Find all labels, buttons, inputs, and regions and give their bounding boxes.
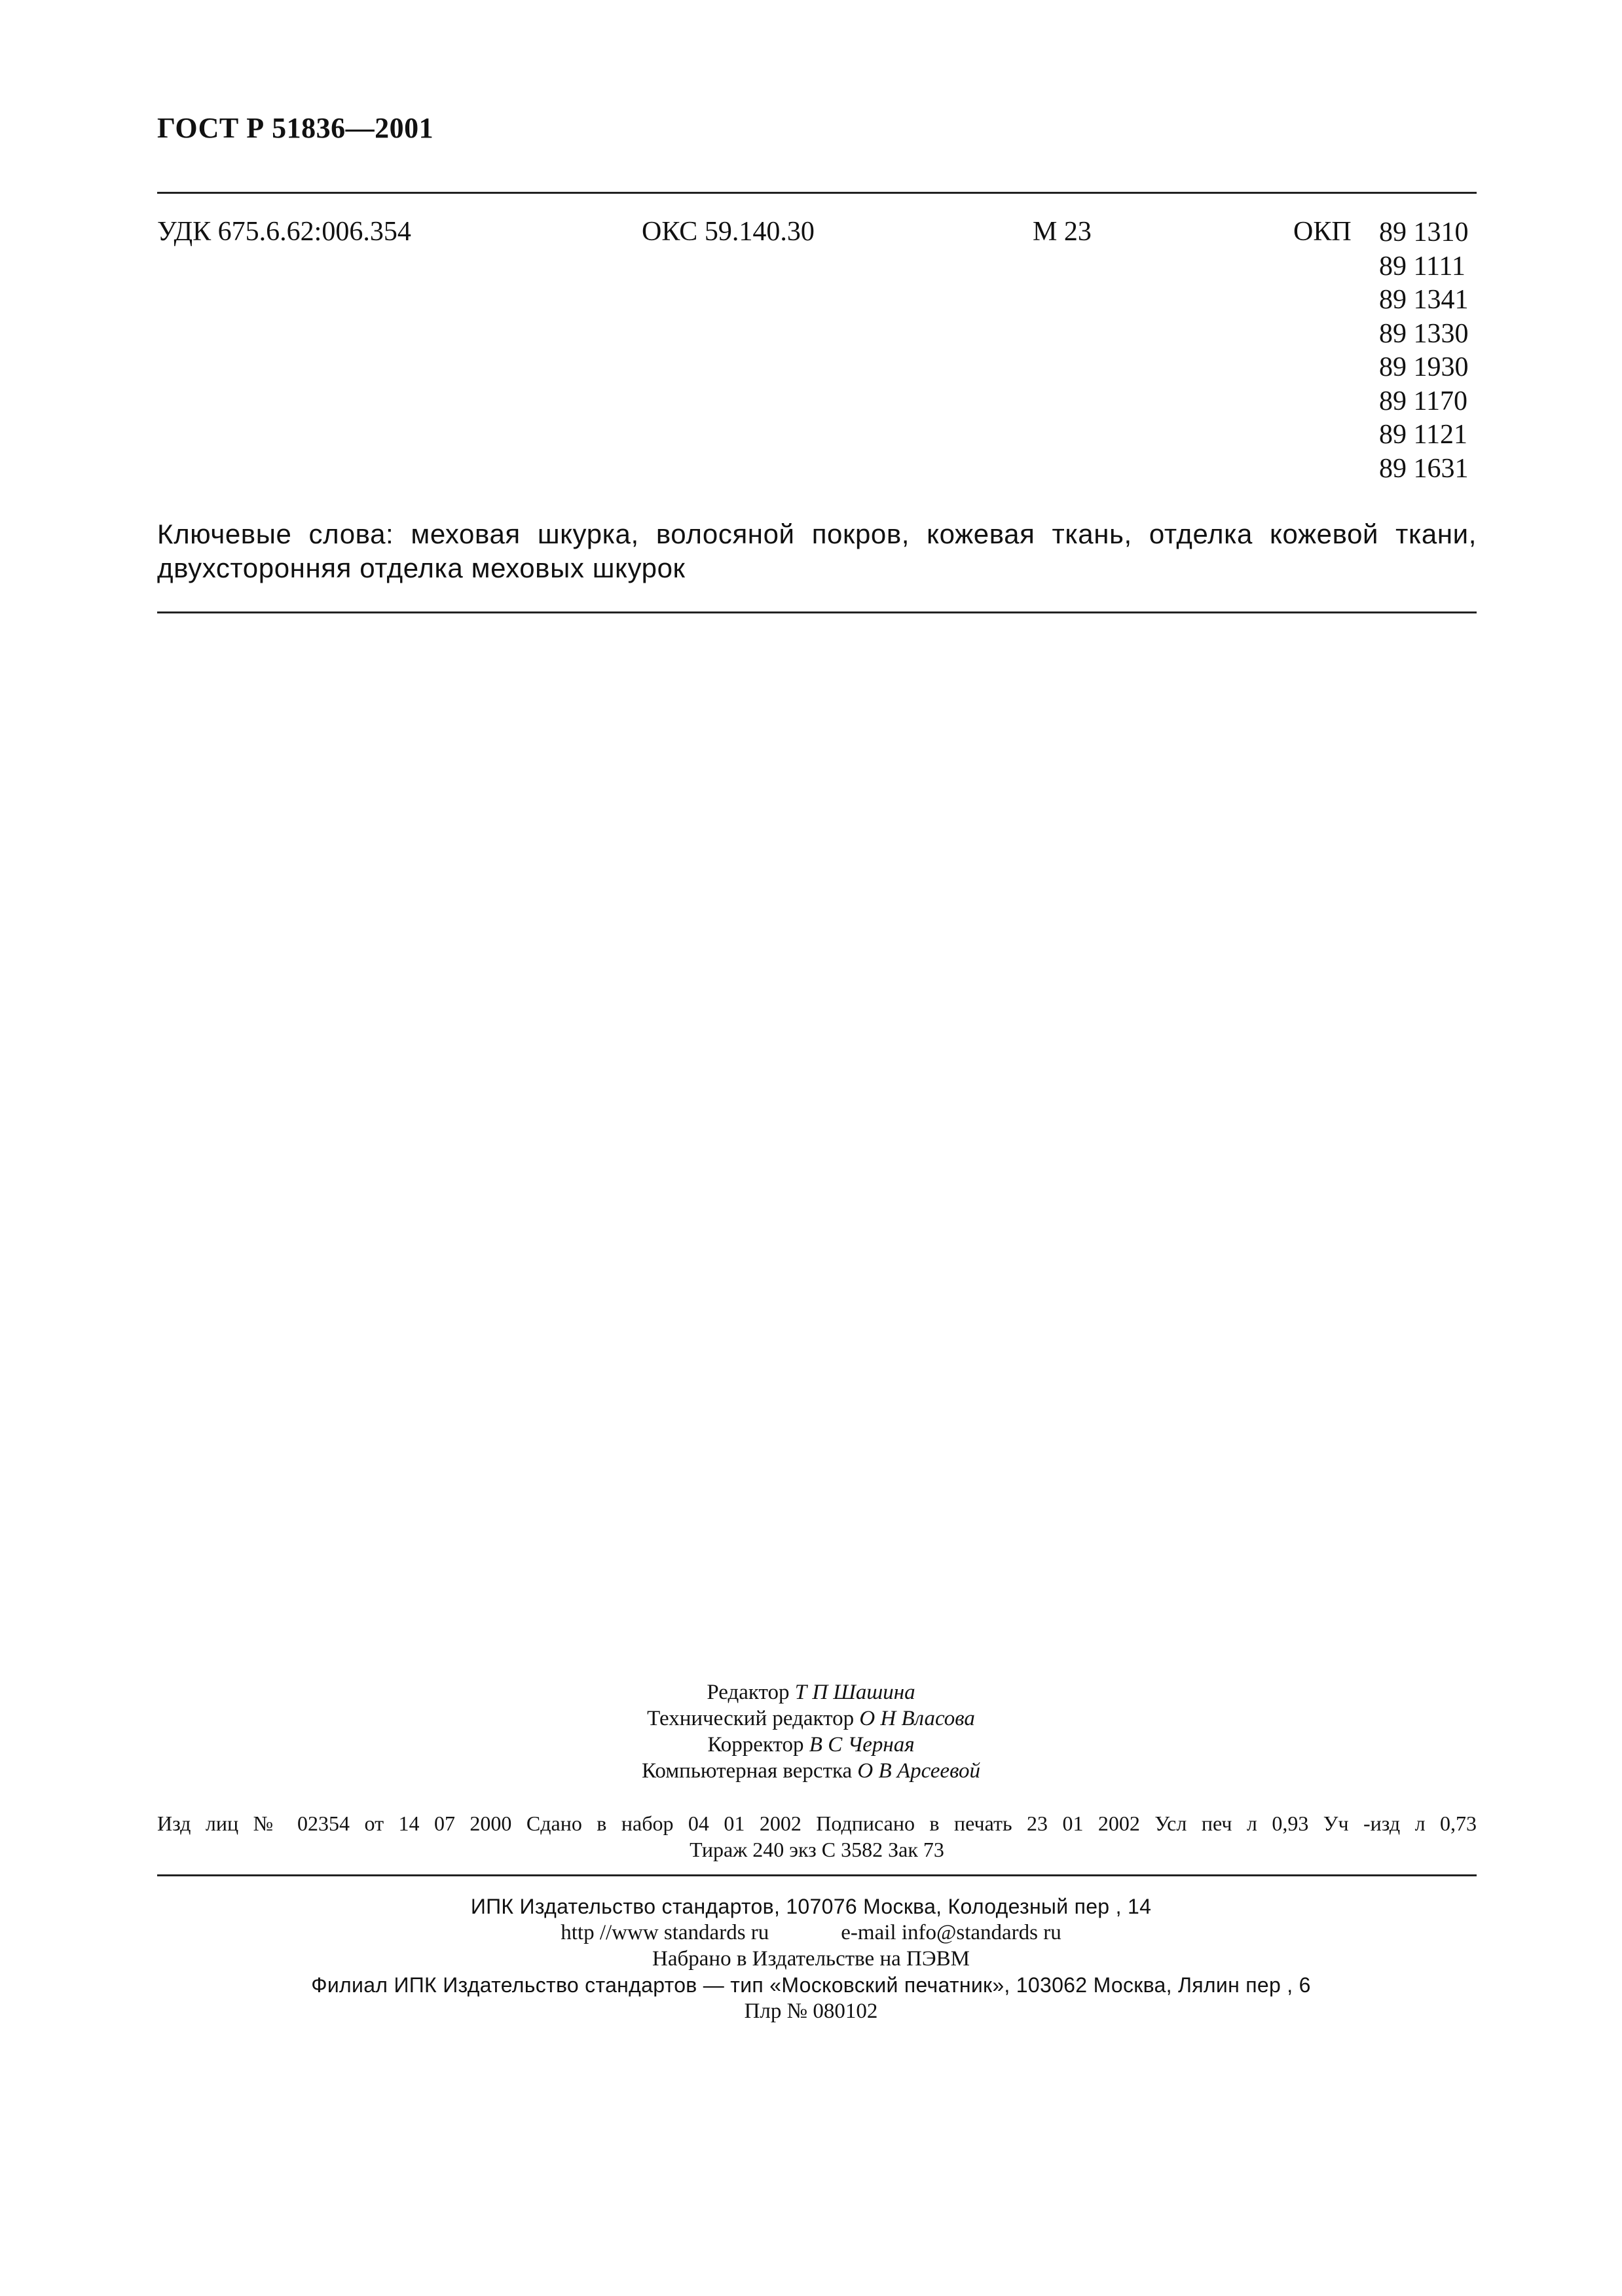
okp-code: 89 1341 <box>1379 285 1469 315</box>
credit-role: Редактор <box>707 1681 790 1704</box>
imprint-divider <box>157 1874 1477 1876</box>
okp-code-list <box>1379 216 1469 486</box>
oks-code: ОКС 59.140.30 <box>642 217 815 247</box>
credit-editor <box>0 1679 1622 1705</box>
credit-proofreader <box>0 1732 1622 1758</box>
udk-code: УДК 675.6.62:006.354 <box>157 217 411 247</box>
okp-code: 89 1310 <box>1379 217 1469 247</box>
imprint-block <box>0 1893 1622 2024</box>
credit-name: О Н Власова <box>859 1707 975 1730</box>
typeset-note: Набрано в Издательстве на ПЭВМ <box>652 1947 970 1971</box>
plr-number: Плр № 080102 <box>744 1999 878 2023</box>
okp-code: 89 1111 <box>1379 251 1465 282</box>
credit-role: Технический редактор <box>647 1707 855 1730</box>
credit-name: О В Арсеевой <box>857 1759 980 1783</box>
okp-code: 89 1330 <box>1379 318 1469 349</box>
publication-line-2: Тираж 240 экз С 3582 Зак 73 <box>690 1838 944 1861</box>
website-link[interactable]: http //www standards ru <box>561 1921 769 1944</box>
top-divider <box>157 192 1477 194</box>
okp-code: 89 1930 <box>1379 352 1469 382</box>
group-code: М 23 <box>1033 217 1092 247</box>
credit-role: Корректор <box>707 1733 804 1757</box>
okp-code: 89 1631 <box>1379 453 1469 484</box>
keywords-divider <box>157 611 1477 613</box>
branch-address: Филиал ИПК Издательство стандартов — тип «Московский печатник», 103062 Москва, Лялин пер , 6 <box>311 1973 1311 1997</box>
credit-name: В С Черная <box>809 1733 915 1757</box>
okp-label: ОКП <box>1293 217 1352 247</box>
keywords-paragraph: Ключевые слова: меховая шкурка, волосяной покров, кожевая ткань, отделка кожевой ткани, двухсторонняя отделка меховых шкурок <box>157 519 1477 583</box>
credit-name: Т П Шашина <box>794 1681 915 1704</box>
email-link[interactable]: e-mail info@standards ru <box>841 1921 1061 1944</box>
contact-line <box>0 1920 1622 1946</box>
publisher-address: ИПК Издательство стандартов, 107076 Москва, Колодезный пер , 14 <box>470 1895 1152 1918</box>
document-id: ГОСТ Р 51836—2001 <box>157 112 434 144</box>
credits-block <box>0 1679 1622 1784</box>
publication-info <box>157 1810 1477 1863</box>
okp-code: 89 1170 <box>1379 386 1467 416</box>
credit-layout <box>0 1758 1622 1784</box>
okp-code: 89 1121 <box>1379 420 1467 450</box>
publication-line-1: Изд лиц № 02354 от 14 07 2000 Сдано в набор 04 01 2002 Подписано в печать 23 01 2002 Усл печ л 0,93 Уч -изд л 0,73 <box>157 1812 1477 1835</box>
credit-role: Компьютерная верстка <box>642 1759 853 1783</box>
credit-tech-editor <box>0 1705 1622 1732</box>
